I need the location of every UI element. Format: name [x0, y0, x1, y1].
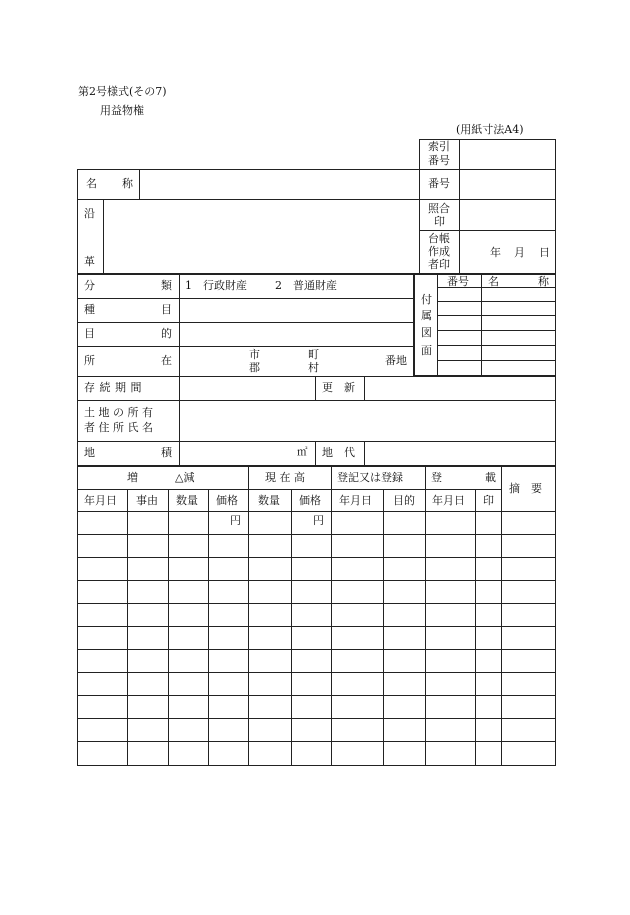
date-day: 日	[539, 246, 550, 259]
renewal-label: 更 新	[322, 381, 355, 394]
attached-label-2: 属	[421, 309, 432, 322]
col-quantity-current: 数量	[258, 494, 280, 507]
paper-size-note: (用紙寸法A4)	[456, 123, 524, 136]
purpose-label: 目	[84, 327, 95, 340]
col-quantity: 数量	[176, 494, 198, 507]
ledger-author-label-3: 者印	[428, 258, 450, 271]
location-label: 所	[84, 354, 95, 367]
renewal-field[interactable]	[366, 378, 554, 399]
duration-field[interactable]	[181, 378, 314, 399]
owner-field[interactable]	[181, 402, 554, 440]
purpose-label-2: 的	[161, 327, 172, 340]
rent-field[interactable]	[366, 443, 554, 464]
ledger-author-label-2: 作成	[428, 245, 450, 258]
location-lot-number: 番地	[385, 354, 407, 367]
location-village: 村	[308, 361, 319, 374]
area-label-2: 積	[161, 446, 172, 459]
owner-label-2: 者 住 所 氏 名	[84, 421, 153, 434]
col-posting-seal: 印	[483, 494, 494, 507]
location-label-2: 在	[161, 354, 172, 367]
attached-label: 付	[421, 293, 432, 306]
decrease-header: △減	[175, 471, 195, 484]
remarks-header: 摘 要	[509, 482, 542, 495]
name-label: 名	[86, 177, 97, 190]
attached-label-4: 面	[421, 344, 432, 357]
area-field[interactable]	[181, 443, 293, 464]
posting-header: 登	[431, 471, 442, 484]
rent-label: 地 代	[322, 446, 355, 459]
verify-seal-label-2: 印	[434, 215, 445, 228]
class-label-2: 類	[161, 279, 172, 292]
name-field[interactable]	[141, 171, 417, 198]
purpose-field[interactable]	[181, 324, 412, 345]
verify-seal-label: 照合	[428, 202, 450, 215]
location-city: 市	[249, 348, 260, 361]
col-registration-purpose: 目的	[393, 494, 415, 507]
yen-unit-2: 円	[313, 514, 324, 527]
col-registration-date: 年月日	[339, 494, 372, 507]
date-year: 年	[490, 246, 501, 259]
index-label: 索引	[428, 140, 450, 153]
owner-label: 土 地 の 所 有	[84, 406, 153, 419]
kind-label: 種	[84, 303, 95, 316]
location-town: 町	[308, 348, 319, 361]
class-option-ordinary: 2 普通財産	[275, 279, 337, 292]
class-option-administrative: 1 行政財産	[185, 279, 247, 292]
index-label-2: 番号	[428, 154, 450, 167]
increase-header: 増	[127, 471, 138, 484]
history-field[interactable]	[105, 201, 417, 271]
name-label-2: 称	[122, 177, 133, 190]
registration-header: 登記又は登録	[337, 471, 403, 484]
col-date: 年月日	[84, 494, 117, 507]
form-title: 用益物権	[100, 104, 144, 117]
attached-col-name: 名	[488, 275, 499, 288]
class-label: 分	[84, 279, 95, 292]
attached-col-name-2: 称	[538, 275, 549, 288]
duration-label: 存 続 期 間	[84, 381, 142, 394]
attached-label-3: 図	[421, 326, 432, 339]
area-label: 地	[84, 446, 95, 459]
number-label: 番号	[428, 177, 450, 190]
area-unit: ㎡	[297, 446, 308, 458]
kind-label-2: 目	[161, 303, 172, 316]
col-price: 価格	[216, 494, 238, 507]
yen-unit: 円	[230, 514, 241, 527]
col-posting-date: 年月日	[432, 494, 465, 507]
posting-header-2: 載	[485, 471, 496, 484]
col-reason: 事由	[136, 494, 158, 507]
form-number: 第2号様式(その7)	[78, 85, 167, 98]
kind-field[interactable]	[181, 300, 412, 321]
attached-col-number: 番号	[447, 275, 469, 288]
col-price-current: 価格	[299, 494, 321, 507]
date-month: 月	[514, 246, 525, 259]
history-label: 沿	[84, 207, 95, 220]
current-balance-header: 現 在 高	[265, 471, 305, 484]
ledger-author-label: 台帳	[428, 232, 450, 245]
location-county: 郡	[249, 361, 260, 374]
history-label-2: 革	[84, 255, 95, 268]
